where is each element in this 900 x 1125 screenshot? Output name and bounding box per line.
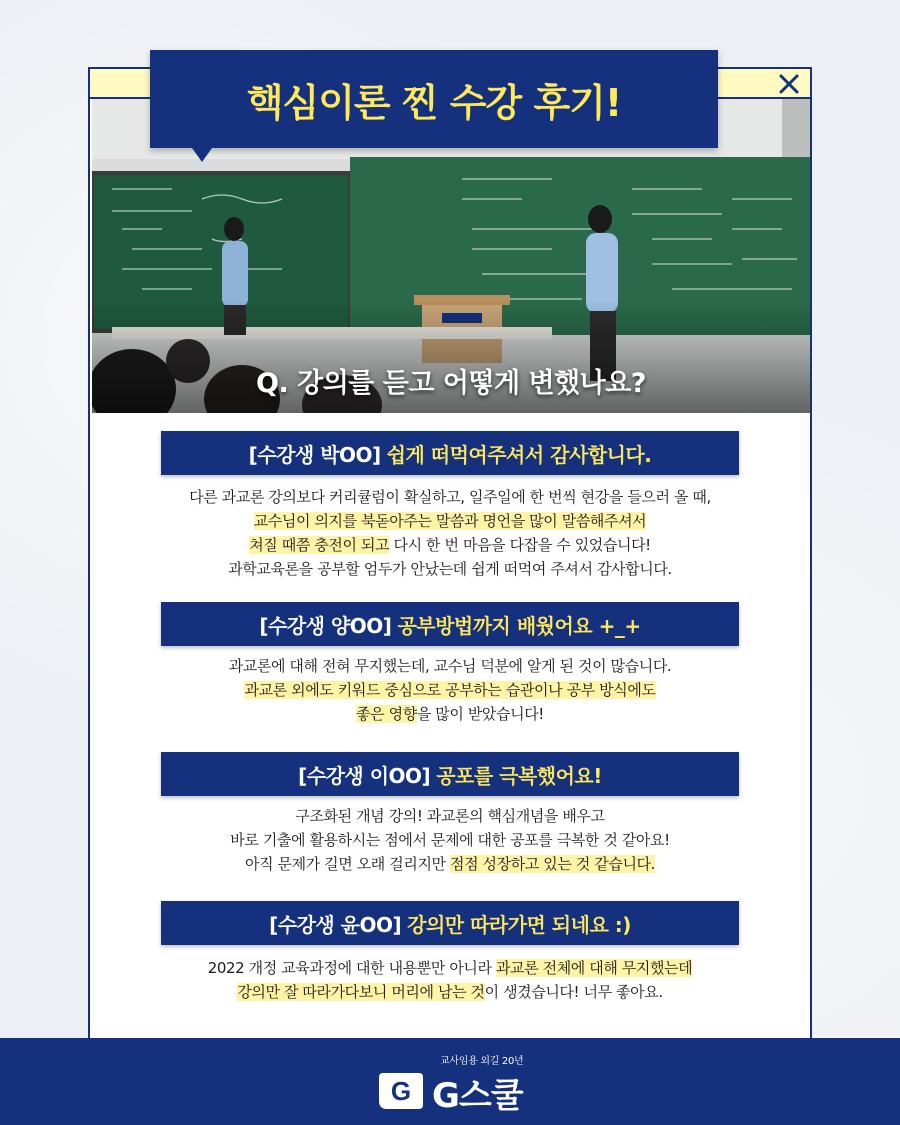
review-line: [150, 509, 750, 533]
highlighted-text: 교수님이 의지를 북돋아주는 말씀과 명언을 많이 말씀해주셔서: [253, 512, 647, 530]
title-banner: [150, 50, 718, 148]
review-line: [150, 956, 750, 980]
review-text: 다른 과교론 강의보다 커리큘럼이 확실하고, 일주일에 한 번씩 현강을 들으러 올 때,: [189, 488, 711, 506]
review-line: [150, 852, 750, 876]
review-line: [150, 485, 750, 509]
highlighted-text: 과교론 외에도 키워드 중심으로 공부하는 습관이나 공부 방식에도: [244, 681, 656, 699]
review-body-1: [150, 485, 750, 581]
close-icon: [776, 71, 802, 97]
logo-letter: G: [390, 1076, 412, 1106]
highlighted-text: 강의만 잘 따라가다보니 머리에 남는 것: [237, 983, 485, 1001]
review-body-2: [150, 654, 750, 726]
review-text: 아직 문제가 길면 오래 걸리지만: [244, 855, 450, 873]
review-text: 을 많이 받았습니다!: [416, 705, 544, 723]
reviewer-name: [수강생 윤OO]: [269, 912, 402, 937]
review-header-1: [161, 431, 739, 475]
highlighted-text: 점점 성장하고 있는 것 같습니다.: [450, 855, 656, 873]
review-body-3: [150, 804, 750, 876]
photo-caption: Q. 강의를 듣고 어떻게 변했나요?: [256, 368, 646, 399]
reviewer-name: [수강생 양OO]: [259, 613, 392, 638]
review-line: [150, 533, 750, 557]
review-text: 바로 기출에 활용하시는 점에서 문제에 대한 공포를 극복한 것 같아요!: [230, 831, 670, 849]
review-body-4: [150, 956, 750, 1004]
footer: [0, 1038, 900, 1125]
footer-logo-text: G스쿨: [432, 1076, 523, 1116]
review-text: 과교론에 대해 전혀 무지했는데, 교수님 덕분에 알게 된 것이 많습니다.: [228, 657, 672, 675]
review-line: [150, 980, 750, 1004]
review-header-3: [161, 752, 739, 796]
highlighted-text: 쳐질 때쯤 충전이 되고: [249, 536, 390, 554]
reviewer-name: [수강생 이OO]: [298, 763, 431, 788]
review-header-4: [161, 901, 739, 945]
review-text: 구조화된 개념 강의! 과교론의 핵심개념을 배우고: [295, 807, 605, 825]
review-line: [150, 557, 750, 581]
highlighted-text: 좋은 영향: [356, 705, 417, 723]
review-text: 과학교육론을 공부할 엄두가 안났는데 쉽게 떠먹여 주셔서 감사합니다.: [228, 560, 672, 578]
highlighted-text: 과교론 전체에 대해 무지했는데: [495, 959, 693, 977]
review-title: 공포를 극복했어요!: [436, 763, 602, 788]
review-header-2: [161, 602, 739, 646]
review-text: 2022 개정 교육과정에 대한 내용뿐만 아니라: [207, 959, 496, 977]
review-line: [150, 804, 750, 828]
reviewer-name: [수강생 박OO]: [248, 442, 381, 467]
page-title: 핵심이론 찐 수강 후기!: [246, 80, 622, 125]
gschool-logo-icon: [377, 1069, 425, 1113]
close-button[interactable]: [776, 71, 802, 97]
footer-tagline: 교사임용 외길 20년: [440, 1056, 524, 1067]
review-text: 이 생겼습니다! 너무 좋아요.: [484, 983, 663, 1001]
review-line: [150, 678, 750, 702]
review-line: [150, 702, 750, 726]
review-line: [150, 654, 750, 678]
review-text: 다시 한 번 마음을 다잡을 수 있었습니다!: [389, 536, 651, 554]
review-title: 쉽게 떠먹여주셔서 감사합니다.: [386, 442, 652, 467]
review-line: [150, 828, 750, 852]
review-title: 강의만 따라가면 되네요 :): [407, 912, 631, 937]
review-title: 공부방법까지 배웠어요 +_+: [397, 613, 641, 638]
